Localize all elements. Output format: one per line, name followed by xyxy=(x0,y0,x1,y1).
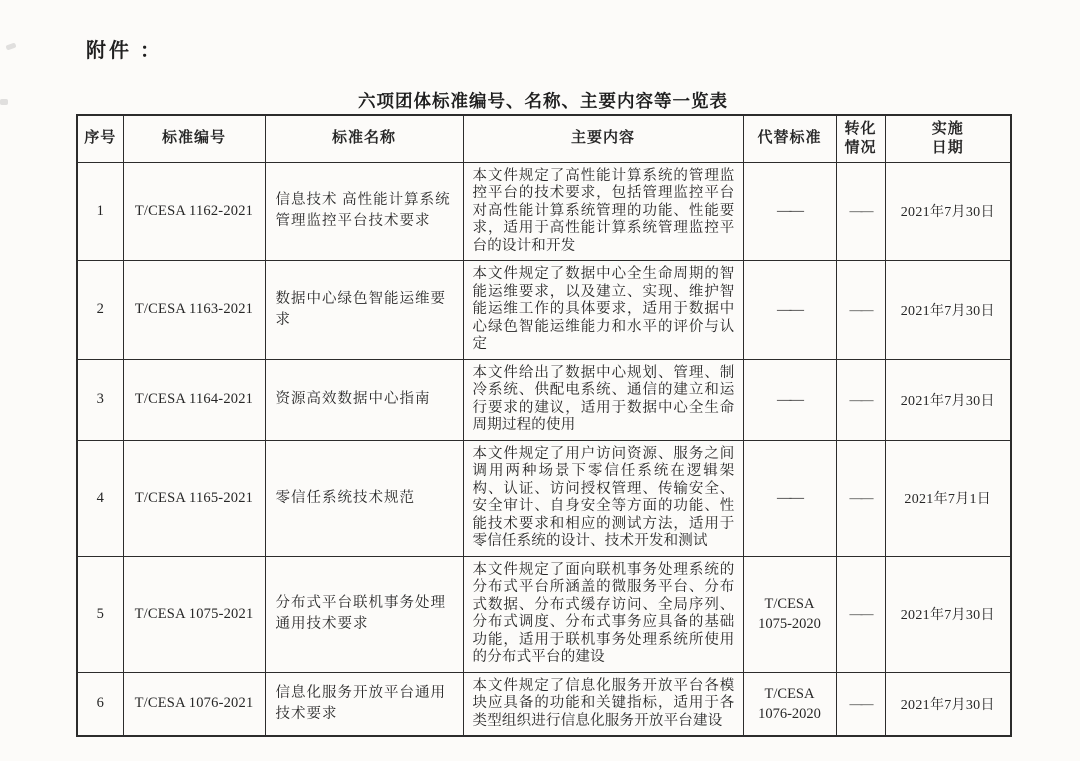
conversion-header-line2: 情况 xyxy=(844,139,877,156)
standards-table xyxy=(76,114,1012,737)
cell-standard-name: 分布式平台联机事务处理通用技术要求 xyxy=(265,556,463,672)
cell-impl-date: 2021年7月1日 xyxy=(885,440,1011,556)
cell-replaced-standard: —— xyxy=(743,261,836,360)
cell-index: 1 xyxy=(77,162,123,261)
attachment-label: 附件 ： xyxy=(86,40,163,62)
cell-standard-name: 零信任系统技术规范 xyxy=(265,440,463,556)
col-header-standard-name: 标准名称 xyxy=(265,115,463,162)
col-header-standard-no: 标准编号 xyxy=(123,115,265,162)
cell-main-content: 本文件规定了用户访问资源、服务之间调用两种场景下零信任系统在逻辑架构、认证、访问授权管理、传输安全、安全审计、自身安全等方面的功能、性能技术要求和相应的测试方法，适用于零信任系统的设计、技术开发和测试 xyxy=(463,440,743,556)
cell-standard-name: 数据中心绿色智能运维要求 xyxy=(265,261,463,360)
cell-conversion-status: —— xyxy=(836,672,885,736)
cell-main-content: 本文件规定了数据中心全生命周期的智能运维要求，以及建立、实现、维护智能运维工作的具体要求，适用于数据中心绿色智能运维能力和水平的评价与认定 xyxy=(463,261,743,360)
cell-standard-no: T/CESA 1164-2021 xyxy=(123,359,265,440)
cell-index: 2 xyxy=(77,261,123,360)
cell-standard-no: T/CESA 1076-2021 xyxy=(123,672,265,736)
conversion-header-line1: 转化 xyxy=(844,120,877,137)
cell-impl-date: 2021年7月30日 xyxy=(885,261,1011,360)
cell-impl-date: 2021年7月30日 xyxy=(885,359,1011,440)
col-header-main-content: 主要内容 xyxy=(463,115,743,162)
cell-main-content: 本文件给出了数据中心规划、管理、制冷系统、供配电系统、通信的建立和运行要求的建议，适用于数据中心全生命周期过程的使用 xyxy=(463,359,743,440)
cell-main-content: 本文件规定了高性能计算系统的管理监控平台的技术要求，包括管理监控平台对高性能计算系统管理的功能、性能要求，适用于高性能计算系统管理监控平台的设计和开发 xyxy=(463,162,743,261)
cell-replaced-standard: —— xyxy=(743,162,836,261)
cell-index: 5 xyxy=(77,556,123,672)
cell-conversion-status: —— xyxy=(836,440,885,556)
cell-index: 6 xyxy=(77,672,123,736)
cell-standard-name: 信息技术 高性能计算系统管理监控平台技术要求 xyxy=(265,162,463,261)
scan-artifact xyxy=(5,42,16,50)
page-title: 六项团体标准编号、名称、主要内容等一览表 xyxy=(358,91,728,111)
col-header-conversion-status xyxy=(836,115,885,162)
cell-standard-no: T/CESA 1162-2021 xyxy=(123,162,265,261)
col-header-impl-date xyxy=(885,115,1011,162)
cell-impl-date: 2021年7月30日 xyxy=(885,162,1011,261)
scan-artifact xyxy=(0,99,8,105)
table-row xyxy=(77,162,1011,261)
cell-conversion-status: —— xyxy=(836,359,885,440)
table-body xyxy=(77,162,1011,736)
col-header-replaced-standard: 代替标准 xyxy=(743,115,836,162)
cell-impl-date: 2021年7月30日 xyxy=(885,672,1011,736)
cell-replaced-standard: —— xyxy=(743,359,836,440)
cell-replaced-standard: —— xyxy=(743,440,836,556)
table-row xyxy=(77,672,1011,736)
cell-main-content: 本文件规定了面向联机事务处理系统的分布式平台所涵盖的微服务平台、分布式数据、分布式缓存访问、全局序列、分布式调度、分布式事务应具备的基础功能，适用于联机事务处理系统所使用的分布式平台的建设 xyxy=(463,556,743,672)
table-header xyxy=(77,115,1011,162)
cell-standard-name: 信息化服务开放平台通用技术要求 xyxy=(265,672,463,736)
cell-standard-no: T/CESA 1163-2021 xyxy=(123,261,265,360)
cell-main-content: 本文件规定了信息化服务开放平台各模块应具备的功能和关键指标，适用于各类型组织进行信息化服务开放平台建设 xyxy=(463,672,743,736)
cell-standard-no: T/CESA 1075-2021 xyxy=(123,556,265,672)
table-row xyxy=(77,359,1011,440)
cell-standard-name: 资源高效数据中心指南 xyxy=(265,359,463,440)
cell-conversion-status: —— xyxy=(836,162,885,261)
table-row xyxy=(77,556,1011,672)
impl-date-header-line1: 实施 xyxy=(931,120,964,137)
header-row xyxy=(77,115,1011,162)
cell-index: 4 xyxy=(77,440,123,556)
cell-replaced-standard: T/CESA 1075-2020 xyxy=(743,556,836,672)
cell-replaced-standard: T/CESA 1076-2020 xyxy=(743,672,836,736)
table-row xyxy=(77,440,1011,556)
cell-standard-no: T/CESA 1165-2021 xyxy=(123,440,265,556)
cell-impl-date: 2021年7月30日 xyxy=(885,556,1011,672)
cell-conversion-status: —— xyxy=(836,556,885,672)
table-row xyxy=(77,261,1011,360)
cell-index: 3 xyxy=(77,359,123,440)
cell-conversion-status: —— xyxy=(836,261,885,360)
impl-date-header-line2: 日期 xyxy=(931,139,964,156)
col-header-index: 序号 xyxy=(77,115,123,162)
